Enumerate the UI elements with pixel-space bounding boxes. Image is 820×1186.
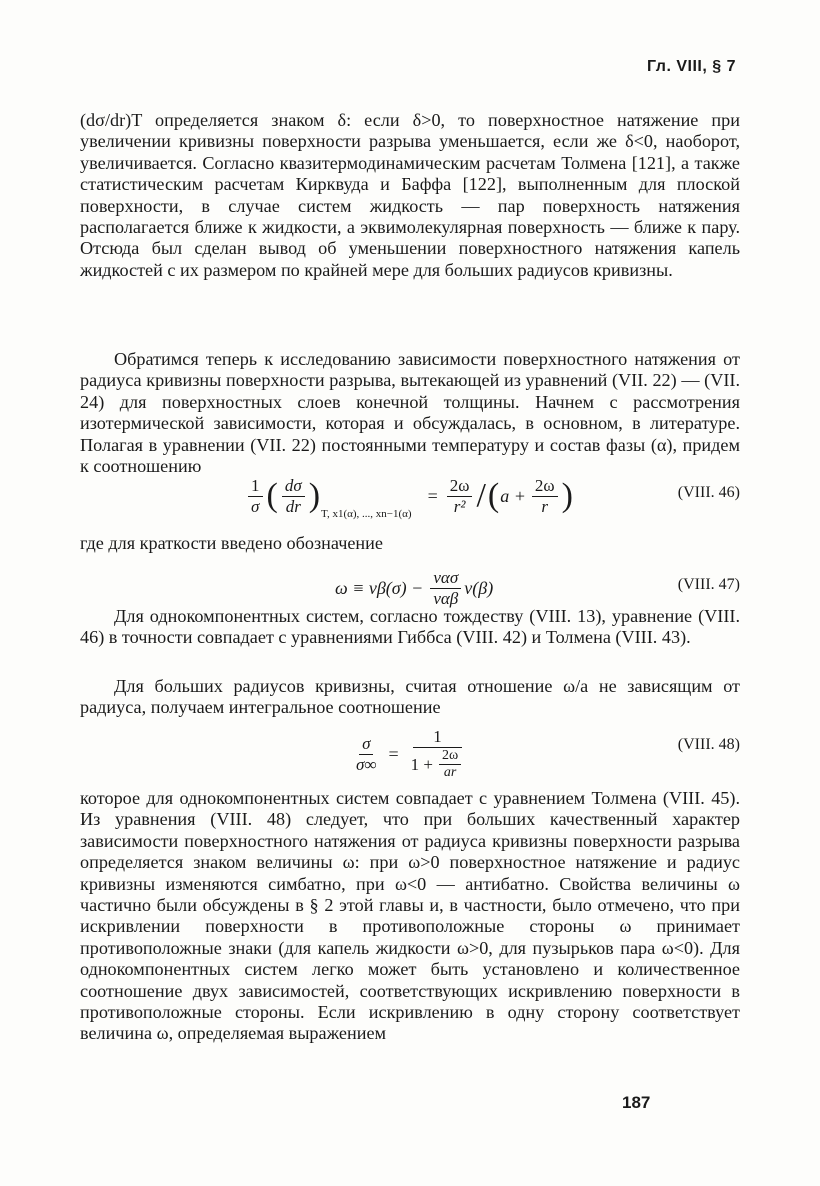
eq46-rhs-fraction: $\frac{2\omega}{\text{r²}}$ <box>447 476 473 517</box>
eq47-tail: v(β) <box>464 577 494 598</box>
page-number: 187 <box>622 1093 651 1112</box>
equation-viii-46: $\frac{1}{\sigma}$ ( $\frac{d\sigma}{dr}$ ) T, x1(α), ..., xn−1(α) = $\frac{2\omega}{\text{r²}}$ / ( a + $\frac{2\omega}{r}$ ) (VIII. 46) <box>80 466 740 526</box>
eq46-inner-fraction: $\frac{2\omega}{r}$ <box>532 476 558 517</box>
paragraph-1: (dσ/dr)T определяется знаком δ: если δ>0, то поверхностное натяжение при увеличении кривизны поверхности разрыва уменьшается, если же δ<0, наоборот, увеличивается. Согласно квазитермодинамическим расчетам Толмена [121], а также статистическим расчетам Кирквуда и Баффа [122], выполненным для плоской поверхности, в случае систем жидкость — пар поверхность натяжения располагается ближе к жидкости, а эквимолекулярная поверхность — ближе к пару. Отсюда был сделан вывод об уменьшении поверхностного натяжения капель жидкостей с их размером по крайней мере для больших радиусов кривизны. <box>80 110 740 280</box>
eq48-lhs-fraction: $\frac{\sigma}{\sigma\infty}$ <box>356 733 377 774</box>
equation-viii-48: $\frac{\sigma}{\sigma\infty}$ = 1 1 + $\frac{2\omega}{ar}$ (VIII. 48) <box>80 724 740 784</box>
eq46-lhs-fraction: $\frac{1}{\sigma}$ <box>248 476 263 517</box>
eq48-rhs-fraction: 1 1 + $\frac{2\omega}{ar}$ <box>408 727 468 781</box>
equation-number-48: (VIII. 48) <box>677 736 740 753</box>
paragraph-2: Обратимся теперь к исследованию зависимости поверхностного натяжения от радиуса кривизны поверхности разрыва, вытекающей из уравнений (VII. 22) — (VII. 24) для поверхностных слоев конечной толщины. Начнем с рассмотрения изотермической зависимости, которая и обсуждалась, в основном, в литературе. Полагая в уравнении (VII. 22) постоянными температуру и состав фазы (α), придем к соотношению <box>80 349 740 477</box>
eq47-lhs: ω ≡ vβ(σ) − <box>335 577 424 598</box>
paragraph-6: которое для однокомпонентных систем совпадает с уравнением Толмена (VIII. 45). Из уравнения (VIII. 48) следует, что при больших качественный характер зависимости поверхностного натяжения от радиуса кривизны поверхности разрыва определяется знаком величины ω: при ω>0 поверхностное натяжение и радиус кривизны изменяются симбатно, при ω<0 — антибатно. Свойства величины ω частично были обсуждены в § 2 этой главы и, в частности, было отмечено, что при искривлении поверхности в противоположные стороны ω принимает противоположные знаки (для капель жидкости ω>0, для пузырьков пара ω<0). Для однокомпонентных систем легко может быть установлено и количественное соотношение двух зависимостей, соответствующих искривлению поверхности в противоположные стороны. Если искривлению в одну сторону соответствует величина ω, определяемая выражением <box>80 788 740 1044</box>
running-head: Гл. VIII, § 7 <box>647 58 736 75</box>
eq48-inner-fraction: $\frac{2\omega}{ar}$ <box>439 748 461 781</box>
eq46-subscript: T, x1(α), ..., xn−1(α) <box>321 508 412 520</box>
equation-number-47: (VIII. 47) <box>677 576 740 593</box>
paragraph-3: где для краткости введено обозначение <box>80 533 383 553</box>
eq47-fraction: $\frac{\text{vασ}}{\text{vαβ}}$ <box>430 568 461 609</box>
paragraph-4: Для однокомпонентных систем, согласно тождеству (VIII. 13), уравнение (VIII. 46) в точности совпадает с уравнениями Гиббса (VIII. 42) и Толмена (VIII. 43). <box>80 606 740 648</box>
paragraph-5: Для больших радиусов кривизны, считая отношение ω/a не зависящим от радиуса, получаем интегральное соотношение <box>80 676 740 718</box>
eq46-derivative: $\frac{d\sigma}{dr}$ <box>282 476 305 517</box>
equation-number-46: (VIII. 46) <box>677 484 740 501</box>
